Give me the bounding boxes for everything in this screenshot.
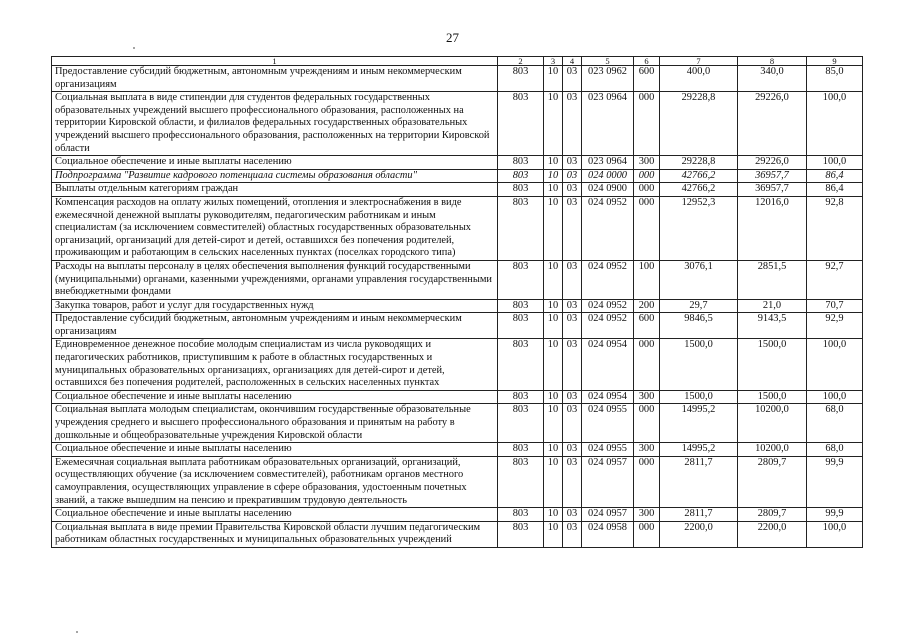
cell-admin-code: 803 — [498, 66, 544, 92]
cell-target-item: 023 0962 — [582, 66, 634, 92]
cell-admin-code: 803 — [498, 339, 544, 390]
cell-section: 10 — [544, 156, 563, 170]
cell-planned: 2200,0 — [660, 521, 738, 547]
row-name: Выплаты отдельным категориям граждан — [52, 183, 498, 197]
cell-section: 10 — [544, 404, 563, 443]
cell-admin-code: 803 — [498, 260, 544, 299]
cell-target-item: 024 0954 — [582, 339, 634, 390]
cell-planned: 42766,2 — [660, 183, 738, 197]
cell-admin-code: 803 — [498, 92, 544, 156]
cell-subsection: 03 — [563, 508, 582, 522]
cell-percent: 86,4 — [807, 183, 863, 197]
cell-subsection: 03 — [563, 456, 582, 507]
row-name: Социальное обеспечение и иные выплаты населению — [52, 156, 498, 170]
cell-section: 10 — [544, 196, 563, 260]
table-row — [52, 339, 863, 390]
cell-section: 10 — [544, 66, 563, 92]
cell-planned: 1500,0 — [660, 390, 738, 404]
cell-executed: 9143,5 — [738, 313, 807, 339]
cell-expense-type: 100 — [634, 260, 660, 299]
cell-section: 10 — [544, 339, 563, 390]
cell-planned: 9846,5 — [660, 313, 738, 339]
cell-subsection: 03 — [563, 183, 582, 197]
row-name: Социальная выплата в виде стипендии для студентов федеральных государственных образовательных учреждений высшего профессионального образования, расположенных на территории Кировской области, и филиалов федеральных государственных образовательных учреждений высшего профессионального образования, расположенных на территории Кировской области — [52, 92, 498, 156]
cell-section: 10 — [544, 508, 563, 522]
cell-executed: 36957,7 — [738, 183, 807, 197]
cell-percent: 85,0 — [807, 66, 863, 92]
cell-expense-type: 300 — [634, 390, 660, 404]
row-name: Социальное обеспечение и иные выплаты населению — [52, 390, 498, 404]
cell-planned: 12952,3 — [660, 196, 738, 260]
cell-admin-code: 803 — [498, 299, 544, 313]
cell-section: 10 — [544, 443, 563, 457]
cell-expense-type: 600 — [634, 313, 660, 339]
row-name: Предоставление субсидий бюджетным, автономным учреждениям и иным некоммерческим организациям — [52, 66, 498, 92]
table-row — [52, 299, 863, 313]
row-name: Социальная выплата в виде премии Правительства Кировской области лучшим педагогическим работникам областных государственных и муниципальных образовательных учреждений — [52, 521, 498, 547]
cell-subsection: 03 — [563, 521, 582, 547]
table-row — [52, 443, 863, 457]
col-header: 3 — [544, 57, 563, 66]
cell-subsection: 03 — [563, 443, 582, 457]
cell-target-item: 023 0964 — [582, 156, 634, 170]
table-row — [52, 260, 863, 299]
table-row — [52, 521, 863, 547]
cell-admin-code: 803 — [498, 443, 544, 457]
cell-admin-code: 803 — [498, 404, 544, 443]
cell-expense-type: 200 — [634, 299, 660, 313]
cell-executed: 29226,0 — [738, 156, 807, 170]
cell-expense-type: 300 — [634, 443, 660, 457]
scan-speck — [133, 47, 135, 49]
cell-planned: 2811,7 — [660, 508, 738, 522]
cell-percent: 100,0 — [807, 390, 863, 404]
cell-subsection: 03 — [563, 404, 582, 443]
cell-executed: 2200,0 — [738, 521, 807, 547]
cell-planned: 400,0 — [660, 66, 738, 92]
cell-planned: 2811,7 — [660, 456, 738, 507]
row-name: Социальное обеспечение и иные выплаты населению — [52, 443, 498, 457]
row-name: Компенсация расходов на оплату жилых помещений, отопления и электроснабжения в виде ежемесячной денежной выплаты руководителям, педагогическим работникам и иным специалистам (за исключением совместителей) областных государственных образовательных организаций, организаций для детей-сирот и детей, оставшихся без попечения родителей, проживающим и работающим в сельских населенных пунктах (поселках городского типа) — [52, 196, 498, 260]
cell-percent: 100,0 — [807, 92, 863, 156]
row-name: Закупка товаров, работ и услуг для государственных нужд — [52, 299, 498, 313]
cell-percent: 70,7 — [807, 299, 863, 313]
cell-percent: 86,4 — [807, 169, 863, 183]
cell-section: 10 — [544, 456, 563, 507]
cell-target-item: 024 0955 — [582, 443, 634, 457]
table-body — [52, 66, 863, 548]
cell-section: 10 — [544, 299, 563, 313]
table-row — [52, 404, 863, 443]
cell-subsection: 03 — [563, 299, 582, 313]
row-name: Социальная выплата молодым специалистам, окончившим государственные образовательные учреждения среднего и высшего профессионального образования и принятым на работу в дошкольные и общеобразовательные учреждения Кировской области — [52, 404, 498, 443]
cell-percent: 92,7 — [807, 260, 863, 299]
cell-percent: 68,0 — [807, 443, 863, 457]
col-header: 8 — [738, 57, 807, 66]
cell-percent: 99,9 — [807, 456, 863, 507]
cell-subsection: 03 — [563, 169, 582, 183]
cell-target-item: 024 0958 — [582, 521, 634, 547]
table-row — [52, 92, 863, 156]
col-header: 7 — [660, 57, 738, 66]
cell-planned: 29228,8 — [660, 92, 738, 156]
cell-target-item: 023 0964 — [582, 92, 634, 156]
cell-executed: 2809,7 — [738, 508, 807, 522]
cell-section: 10 — [544, 390, 563, 404]
cell-expense-type: 600 — [634, 66, 660, 92]
cell-target-item: 024 0000 — [582, 169, 634, 183]
cell-admin-code: 803 — [498, 521, 544, 547]
cell-target-item: 024 0952 — [582, 313, 634, 339]
cell-executed: 10200,0 — [738, 443, 807, 457]
cell-section: 10 — [544, 92, 563, 156]
cell-percent: 92,9 — [807, 313, 863, 339]
cell-target-item: 024 0900 — [582, 183, 634, 197]
cell-target-item: 024 0952 — [582, 196, 634, 260]
cell-target-item: 024 0954 — [582, 390, 634, 404]
col-header: 5 — [582, 57, 634, 66]
cell-expense-type: 000 — [634, 169, 660, 183]
cell-expense-type: 000 — [634, 404, 660, 443]
cell-subsection: 03 — [563, 196, 582, 260]
col-header: 6 — [634, 57, 660, 66]
row-name: Ежемесячная социальная выплата работникам образовательных организаций, организаций, осуществляющих обучение (за исключением совместителей), работникам органов местного самоуправления, осуществляющих управление в сфере образования, удостоенным почетных званий, а также вышедшим на пенсию и прекратившим трудовую деятельность — [52, 456, 498, 507]
table-row — [52, 169, 863, 183]
cell-subsection: 03 — [563, 92, 582, 156]
budget-table — [51, 56, 863, 548]
row-name: Расходы на выплаты персоналу в целях обеспечения выполнения функций государственными (муниципальными) органами, казенными учреждениями, органами управления государственными внебюджетными фондами — [52, 260, 498, 299]
cell-percent: 100,0 — [807, 156, 863, 170]
cell-expense-type: 000 — [634, 521, 660, 547]
cell-expense-type: 000 — [634, 183, 660, 197]
table-row — [52, 313, 863, 339]
cell-admin-code: 803 — [498, 313, 544, 339]
cell-percent: 92,8 — [807, 196, 863, 260]
cell-executed: 10200,0 — [738, 404, 807, 443]
cell-target-item: 024 0952 — [582, 299, 634, 313]
cell-subsection: 03 — [563, 390, 582, 404]
col-header: 4 — [563, 57, 582, 66]
cell-percent: 100,0 — [807, 521, 863, 547]
cell-executed: 36957,7 — [738, 169, 807, 183]
cell-expense-type: 000 — [634, 456, 660, 507]
cell-executed: 1500,0 — [738, 390, 807, 404]
cell-executed: 1500,0 — [738, 339, 807, 390]
cell-planned: 29,7 — [660, 299, 738, 313]
table-row — [52, 196, 863, 260]
cell-subsection: 03 — [563, 66, 582, 92]
cell-executed: 12016,0 — [738, 196, 807, 260]
cell-section: 10 — [544, 313, 563, 339]
cell-planned: 3076,1 — [660, 260, 738, 299]
col-header: 9 — [807, 57, 863, 66]
cell-expense-type: 000 — [634, 339, 660, 390]
table-row — [52, 508, 863, 522]
col-header: 1 — [52, 57, 498, 66]
cell-target-item: 024 0952 — [582, 260, 634, 299]
cell-section: 10 — [544, 260, 563, 299]
cell-admin-code: 803 — [498, 456, 544, 507]
page-number: 27 — [446, 30, 459, 45]
cell-target-item: 024 0957 — [582, 508, 634, 522]
cell-planned: 1500,0 — [660, 339, 738, 390]
cell-section: 10 — [544, 521, 563, 547]
cell-subsection: 03 — [563, 313, 582, 339]
row-name: Единовременное денежное пособие молодым специалистам из числа руководящих и педагогических работников, приступившим к работе в областных государственных и муниципальных образовательных организациях, организациях для детей-сирот и детей, оставшихся без попечения родителей, расположенных в сельских населенных пунктах — [52, 339, 498, 390]
table-row — [52, 456, 863, 507]
table-row — [52, 66, 863, 92]
table-row — [52, 183, 863, 197]
cell-admin-code: 803 — [498, 196, 544, 260]
row-name: Предоставление субсидий бюджетным, автономным учреждениям и иным некоммерческим организациям — [52, 313, 498, 339]
cell-subsection: 03 — [563, 156, 582, 170]
cell-admin-code: 803 — [498, 169, 544, 183]
cell-executed: 340,0 — [738, 66, 807, 92]
cell-executed: 2809,7 — [738, 456, 807, 507]
cell-expense-type: 000 — [634, 92, 660, 156]
cell-executed: 29226,0 — [738, 92, 807, 156]
cell-expense-type: 300 — [634, 508, 660, 522]
table-row — [52, 156, 863, 170]
cell-target-item: 024 0955 — [582, 404, 634, 443]
cell-executed: 2851,5 — [738, 260, 807, 299]
cell-target-item: 024 0957 — [582, 456, 634, 507]
cell-percent: 99,9 — [807, 508, 863, 522]
row-name: Социальное обеспечение и иные выплаты населению — [52, 508, 498, 522]
cell-planned: 14995,2 — [660, 443, 738, 457]
cell-admin-code: 803 — [498, 183, 544, 197]
cell-subsection: 03 — [563, 260, 582, 299]
cell-expense-type: 300 — [634, 156, 660, 170]
column-number-row — [52, 57, 863, 66]
table-row — [52, 390, 863, 404]
cell-executed: 21,0 — [738, 299, 807, 313]
cell-subsection: 03 — [563, 339, 582, 390]
cell-planned: 29228,8 — [660, 156, 738, 170]
cell-percent: 68,0 — [807, 404, 863, 443]
cell-expense-type: 000 — [634, 196, 660, 260]
cell-planned: 14995,2 — [660, 404, 738, 443]
cell-planned: 42766,2 — [660, 169, 738, 183]
cell-admin-code: 803 — [498, 390, 544, 404]
cell-admin-code: 803 — [498, 508, 544, 522]
cell-admin-code: 803 — [498, 156, 544, 170]
col-header: 2 — [498, 57, 544, 66]
row-name: Подпрограмма "Развитие кадрового потенциала системы образования области" — [52, 169, 498, 183]
cell-percent: 100,0 — [807, 339, 863, 390]
scan-speck — [76, 631, 78, 633]
cell-section: 10 — [544, 183, 563, 197]
cell-section: 10 — [544, 169, 563, 183]
